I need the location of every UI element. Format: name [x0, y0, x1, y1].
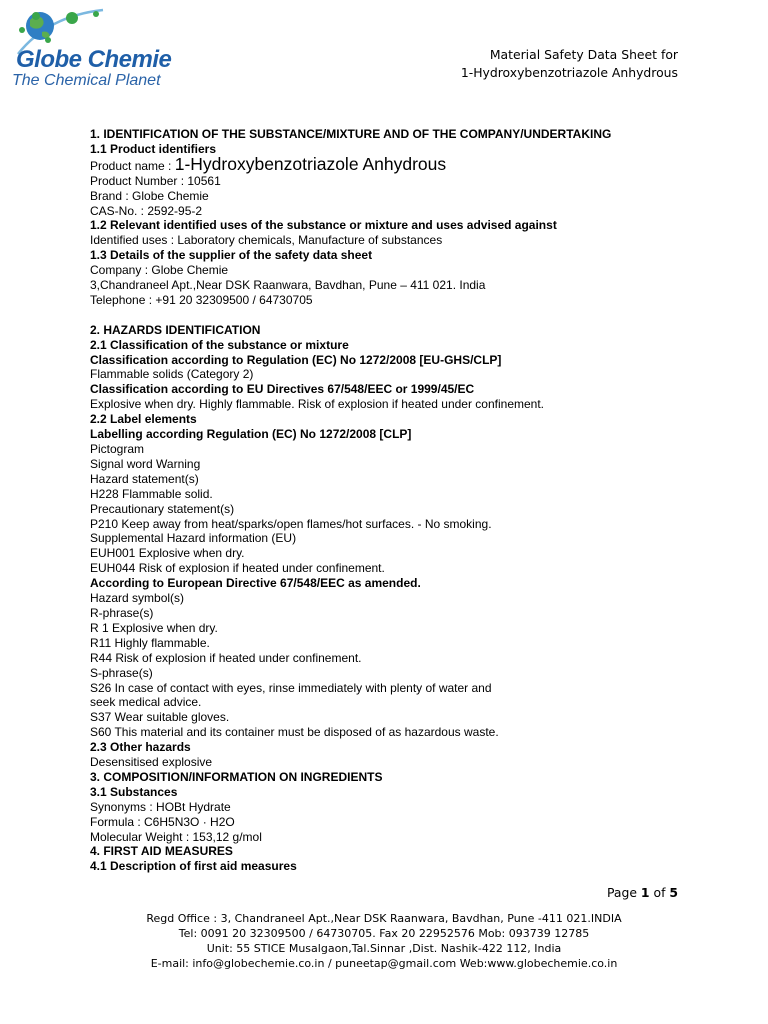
address: 3,Chandraneel Apt.,Near DSK Raanwara, Bavdhan, Pune – 411 021. India — [90, 278, 486, 293]
text-line: Hazard symbol(s) — [90, 591, 185, 606]
brand: Brand : Globe Chemie — [90, 188, 209, 203]
footer-regd-office: Regd Office : 3, Chandraneel Apt.,Near DSK Raanwara, Bavdhan, Pune -411 021.INDIA — [146, 912, 622, 925]
page-total: 5 — [669, 885, 678, 900]
subsection-heading: 1.1 Product identifiers — [90, 141, 217, 156]
labelling-heading: Labelling according Regulation (EC) No 1272/2008 [CLP] — [90, 427, 412, 442]
subsection-heading: 2.1 Classification of the substance or mixture — [90, 337, 349, 352]
logo-name: Globe Chemie — [16, 46, 172, 73]
identified-uses: Identified uses : Laboratory chemicals, Manufacture of substances — [90, 233, 443, 248]
section-heading: 2. HAZARDS IDENTIFICATION — [90, 322, 261, 337]
classification-heading: Classification according to Regulation (EC) No 1272/2008 [EU-GHS/CLP] — [90, 352, 502, 367]
section-heading: 3. COMPOSITION/INFORMATION ON INGREDIENTS — [90, 769, 383, 784]
text-line: P210 Keep away from heat/sparks/open flames/hot surfaces. - No smoking. — [90, 516, 492, 531]
footer-email-web: E-mail: info@globechemie.co.in / puneetap@gmail.com Web:www.globechemie.co.in — [150, 957, 618, 970]
subsection-heading: 2.3 Other hazards — [90, 740, 191, 755]
product-name — [90, 153, 710, 174]
text-line: Signal word Warning — [90, 456, 201, 471]
subsection-heading: 1.2 Relevant identified uses of the substance or mixture and uses advised against — [90, 218, 557, 233]
section-heading: 1. IDENTIFICATION OF THE SUBSTANCE/MIXTURE AND OF THE COMPANY/UNDERTAKING — [90, 127, 612, 141]
footer-contact: Tel: 0091 20 32309500 / 64730705. Fax 20 22952576 Mob: 093739 12785 — [178, 927, 590, 940]
text-line: Pictogram — [90, 442, 145, 457]
product-name-value: 1-Hydroxybenzotriazole Anhydrous — [174, 153, 447, 174]
company-logo — [8, 6, 188, 92]
subsection-heading: 4.1 Description of first aid measures — [90, 859, 297, 874]
footer — [0, 911, 768, 971]
text-line: Explosive when dry. Highly flammable. Risk of explosion if heated under confinement. — [90, 397, 545, 412]
text-line: R44 Risk of explosion if heated under confinement. — [90, 650, 362, 665]
header-line-1: Material Safety Data Sheet for — [489, 47, 678, 62]
subsection-heading: 1.3 Details of the supplier of the safety data sheet — [90, 248, 373, 263]
product-number: Product Number : 10561 — [90, 173, 221, 188]
text-line: Precautionary statement(s) — [90, 501, 235, 516]
cas-number: CAS-No. : 2592-95-2 — [90, 203, 203, 218]
section-heading: 4. FIRST AID MEASURES — [90, 844, 233, 859]
text-line: EUH001 Explosive when dry. — [90, 546, 245, 561]
page-of: of — [649, 885, 670, 900]
telephone: Telephone : +91 20 32309500 / 64730705 — [90, 292, 313, 307]
text-line: R11 Highly flammable. — [90, 635, 210, 650]
footer-unit: Unit: 55 STICE Musalgaon,Tal.Sinnar ,Dist. Nashik-422 112, India — [206, 942, 562, 955]
page-prefix: Page — [606, 885, 641, 900]
text-line: EUH044 Risk of explosion if heated under confinement. — [90, 561, 385, 576]
molecular-weight: Molecular Weight : 153,12 g/mol — [90, 829, 262, 844]
logo-tagline: The Chemical Planet — [12, 72, 161, 89]
header-line-2: 1-Hydroxybenzotriazole Anhydrous — [460, 65, 678, 80]
text-line: R-phrase(s) — [90, 605, 154, 620]
text-line: Supplemental Hazard information (EU) — [90, 531, 297, 546]
text-line: seek medical advice. — [90, 695, 202, 710]
subsection-heading: 2.2 Label elements — [90, 412, 197, 427]
classification-heading: Classification according to EU Directives 67/548/EEC or 1999/45/EC — [90, 382, 475, 397]
text-line: H228 Flammable solid. — [90, 486, 213, 501]
formula: Formula : C6H5N3O · H2O — [90, 814, 235, 829]
text-line: S26 In case of contact with eyes, rinse immediately with plenty of water and — [90, 680, 492, 695]
text-line: S37 Wear suitable gloves. — [90, 710, 230, 725]
msds-body — [90, 127, 710, 874]
synonyms: Synonyms : HOBt Hydrate — [90, 799, 231, 814]
page-current: 1 — [640, 885, 650, 900]
page-number — [607, 885, 678, 900]
product-name-label: Product name : — [90, 158, 175, 173]
spacer — [90, 308, 710, 323]
text-line: Hazard statement(s) — [90, 471, 199, 486]
subsection-heading: 3.1 Substances — [90, 784, 178, 799]
document-header — [461, 46, 678, 82]
text-line: S60 This material and its container must be disposed of as hazardous waste. — [90, 725, 499, 740]
directive-heading: According to European Directive 67/548/EEC as amended. — [90, 576, 421, 591]
text-line: Desensitised explosive — [90, 755, 213, 770]
company: Company : Globe Chemie — [90, 263, 229, 278]
text-line: S-phrase(s) — [90, 665, 153, 680]
text-line: Flammable solids (Category 2) — [90, 367, 254, 382]
text-line: R 1 Explosive when dry. — [90, 620, 218, 635]
